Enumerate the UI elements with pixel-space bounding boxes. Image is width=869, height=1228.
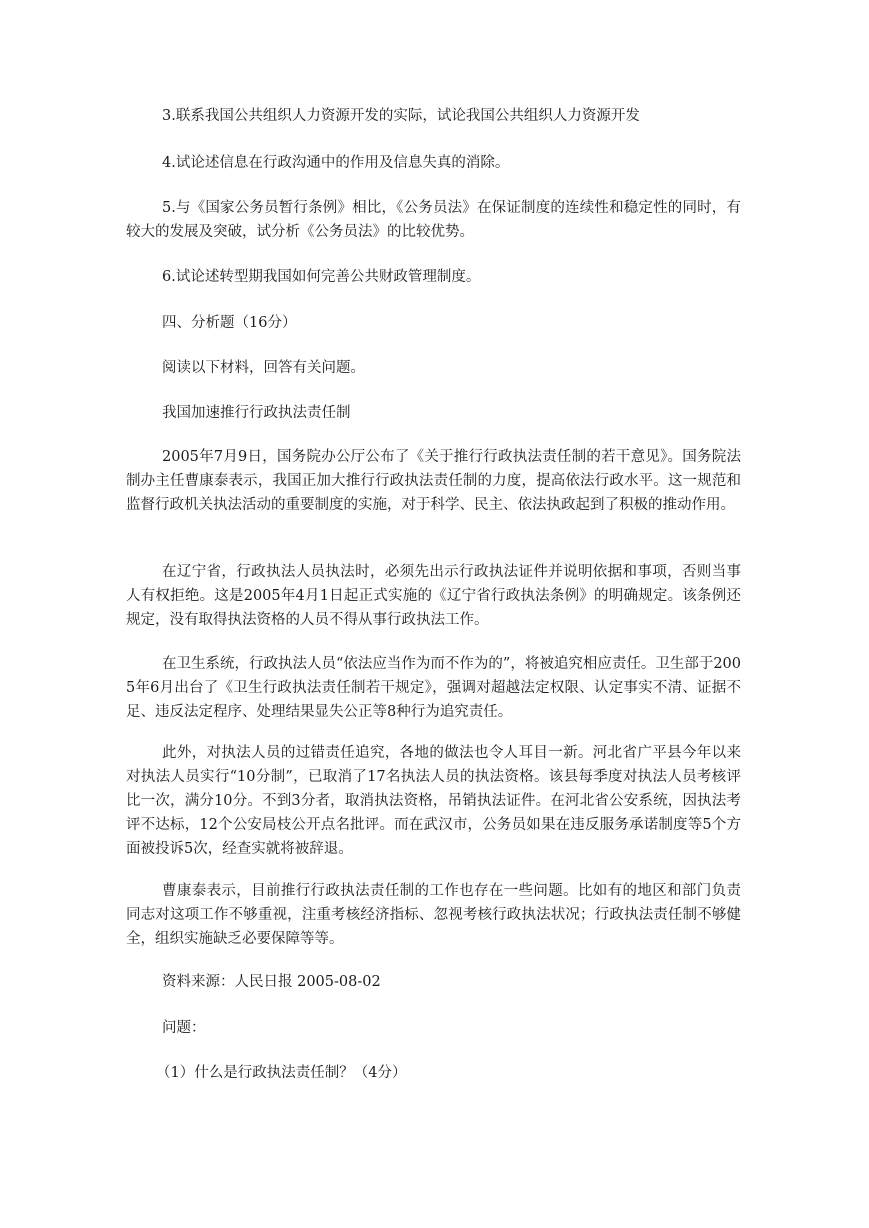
material-paragraph-1: 2005年7月9日，国务院办公厅公布了《关于推行行政执法责任制的若干意见》。国务院法制办主任曹康泰表示，我国正加大推行行政执法责任制的力度，提高依法行政水平。这一规范和监督行政机关执法活动的重要制度的实施，对于科学、民主、依法执政起到了积极的推动作用。	[126, 449, 741, 513]
question-5: 5.与《国家公务员暂行条例》相比，《公务员法》在保证制度的连续性和稳定性的同时，有较大的发展及突破，试分析《公务员法》的比较优势。	[126, 200, 741, 240]
material-paragraph-4: 此外，对执法人员的过错责任追究，各地的做法也令人耳目一新。河北省广平县今年以来对执法人员实行“10分制”，已取消了17名执法人员的执法资格。该县每季度对执法人员考核评比一次，满分10分。不到3分者，取消执法资格，吊销执法证件。在河北省公安系统，因执法考评不达标，12个公安局枝公开点名批评。而在武汉市，公务员如果在违反服务承诺制度等5个方面被投诉5次，经查实就将被辞退。	[126, 745, 741, 857]
material-paragraph-5: 曹康泰表示，目前推行行政执法责任制的工作也存在一些问题。比如有的地区和部门负责同志对这项工作不够重视，注重考核经济指标、忽视考核行政执法状况；行政执法责任制不够健全，组织实施缺乏必要保障等等。	[126, 883, 741, 947]
question-6: 6.试论述转型期我国如何完善公共财政管理制度。	[162, 269, 481, 285]
section-heading-analysis: 四、分析题（16分）	[162, 315, 297, 331]
source-line: 资料来源：人民日报 2005-08-02	[162, 974, 381, 990]
sub-question-1: （1）什么是行政执法责任制？（4分）	[156, 1065, 407, 1081]
instruction-text: 阅读以下材料，回答有关问题。	[162, 360, 365, 376]
question-3: 3.联系我国公共组织人力资源开发的实际，试论我国公共组织人力资源开发	[162, 108, 640, 124]
material-paragraph-3: 在卫生系统，行政执法人员“依法应当作为而不作为的”，将被追究相应责任。卫生部于2005年6月出台了《卫生行政执法责任制若干规定》，强调对超越法定权限、认定事实不清、证据不足、违反法定程序、处理结果显失公正等8种行为追究责任。	[126, 656, 741, 720]
question-4: 4.试论述信息在行政沟通中的作用及信息失真的消除。	[162, 155, 510, 171]
material-paragraph-2: 在辽宁省，行政执法人员执法时，必须先出示行政执法证件并说明依据和事项，否则当事人有权拒绝。这是2005年4月1日起正式实施的《辽宁省行政执法条例》的明确规定。该条例还规定，没有取得执法资格的人员不得从事行政执法工作。	[126, 564, 741, 628]
material-title: 我国加速推行行政执法责任制	[162, 405, 351, 421]
questions-label: 问题：	[162, 1020, 206, 1036]
